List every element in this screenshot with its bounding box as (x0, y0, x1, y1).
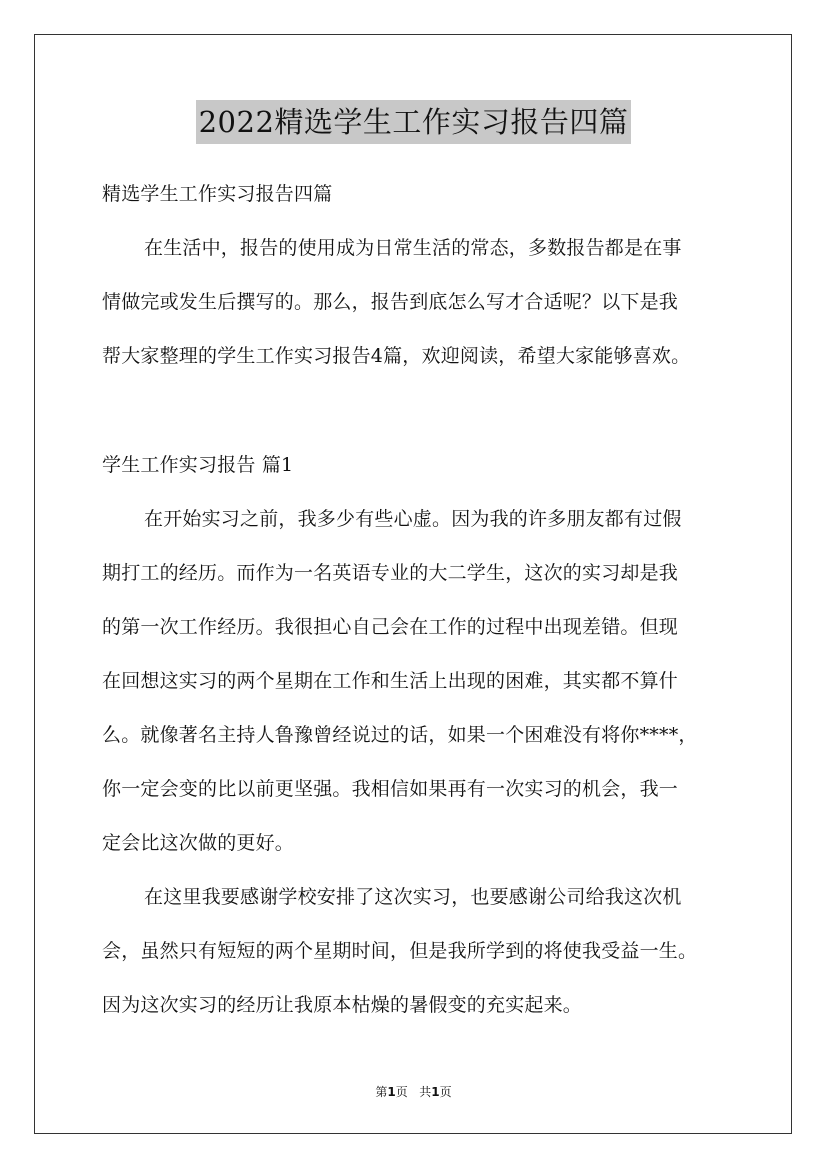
paragraph1-line-4: 在回想这实习的两个星期在工作和生活上出现的困难，其实都不算什 (102, 670, 679, 692)
section-heading: 学生工作实习报告 篇1 (102, 454, 294, 476)
intro-line-2: 情做完或发生后撰写的。那么，报告到底怎么写才合适呢？以下是我 (102, 291, 679, 313)
paragraph2-line-1: 在这里我要感谢学校安排了这次实习，也要感谢公司给我这次机 (144, 886, 682, 908)
paragraph1-line-2: 期打工的经历。而作为一名英语专业的大二学生，这次的实习却是我 (102, 562, 679, 584)
footer-page-prefix: 第 (375, 1085, 388, 1099)
intro-line-3: 帮大家整理的学生工作实习报告4篇，欢迎阅读，希望大家能够喜欢。 (102, 345, 691, 367)
paragraph1-line-3: 的第一次工作经历。我很担心自己会在工作的过程中出现差错。但现 (102, 616, 679, 638)
paragraph1-line-1: 在开始实习之前，我多少有些心虚。因为我的许多朋友都有过假 (144, 508, 682, 530)
intro-line-1: 在生活中，报告的使用成为日常生活的常态，多数报告都是在事 (144, 237, 682, 259)
title-container (0, 100, 827, 144)
paragraph1-line-7: 定会比这次做的更好。 (102, 832, 295, 854)
footer-page-number: 1 (387, 1085, 396, 1099)
footer-total-suffix: 页 (439, 1085, 452, 1099)
footer-total-pages: 1 (431, 1085, 440, 1099)
paragraph2-line-3: 因为这次实习的经历让我原本枯燥的暑假变的充实起来。 (102, 994, 583, 1016)
document-subtitle: 精选学生工作实习报告四篇 (102, 183, 333, 205)
footer-page-suffix: 页 (395, 1085, 408, 1099)
paragraph1-line-6: 你一定会变的比以前更坚强。我相信如果再有一次实习的机会，我一 (102, 778, 679, 800)
footer-total-prefix: 共 (419, 1085, 432, 1099)
paragraph1-line-5: 么。就像著名主持人鲁豫曾经说过的话，如果一个困难没有将你****， (102, 724, 698, 746)
page-footer (0, 1083, 827, 1101)
document-title: 2022精选学生工作实习报告四篇 (196, 100, 632, 144)
paragraph2-line-2: 会，虽然只有短短的两个星期时间，但是我所学到的将使我受益一生。 (102, 940, 698, 962)
